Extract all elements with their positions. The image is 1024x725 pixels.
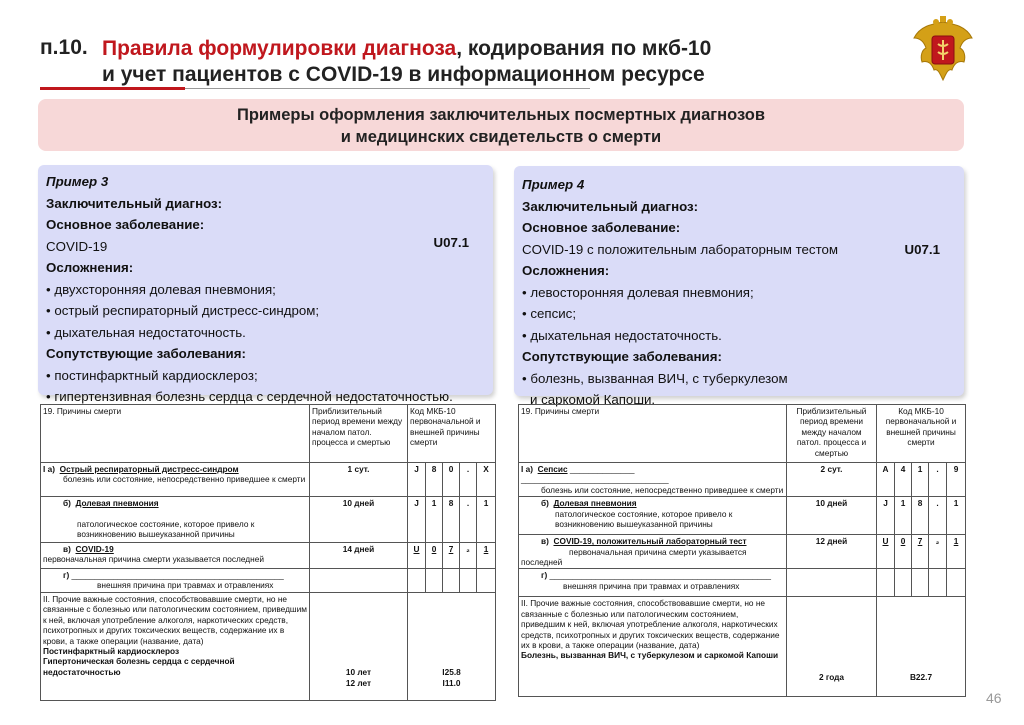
cert-b-code-cell: 1 bbox=[426, 497, 443, 543]
section-banner bbox=[38, 99, 964, 151]
example4-comorb-item: • болезнь, вызванная ВИЧ, с туберкулезом bbox=[522, 370, 788, 386]
example4-main-code: U07.1 bbox=[904, 241, 940, 257]
cert-b-code-cell: J bbox=[408, 497, 426, 543]
cert-a-code-cell: 0 bbox=[443, 463, 460, 497]
cert-part2: II. Прочие важные состояния, способствовавшие смерти, но не связанные с болезнью или патологическим состоянием, приведшим к ней, включая употребление алкоголя, наркотических средств, психотропных и других токсических веществ, содержание их в крови, а также операции (название, дата) Болезнь, вызванная ВИЧ, с туберкулезом и саркомой Капоши bbox=[519, 597, 787, 697]
cert-a-text: Сепсис bbox=[537, 464, 568, 474]
cert-a-text: Острый респираторный дистресс-синдром bbox=[59, 464, 239, 474]
example4-compl-item: • сепсис; bbox=[522, 306, 577, 321]
cert-row-b: б) Долевая пневмония патологическое состояние, которое привело к возникновению вышеуказанной причины bbox=[519, 497, 787, 535]
cert-col-causes: 19. Причины смерти bbox=[41, 405, 310, 463]
cert-v-text: COVID-19 bbox=[75, 544, 114, 554]
title-highlight: Правила формулировки диагноза bbox=[102, 37, 457, 60]
example3-comorb-item: • постинфарктный кардиосклероз; bbox=[46, 367, 258, 383]
cert-a-code-cell: 8 bbox=[426, 463, 443, 497]
example3-comorb-label: Сопутствующие заболевания: bbox=[46, 346, 246, 361]
cert-b-code-cell: 1 bbox=[895, 497, 912, 535]
cert-b-code-cell: 1 bbox=[947, 497, 966, 535]
cert-a-time: 1 сут. bbox=[310, 463, 408, 497]
cert-b-code-cell: 8 bbox=[443, 497, 460, 543]
cert-v-text: COVID-19, положительный лабораторный тест bbox=[553, 536, 747, 547]
cert-b-code-cell: . bbox=[929, 497, 947, 535]
cert-row-g: г) ________________________________________________ внешняя причина при травмах и отравлениях bbox=[519, 569, 787, 597]
cert-a-code-cell: 4 bbox=[895, 463, 912, 497]
cert-v-code-cell: 7 bbox=[443, 543, 460, 569]
example3-compl-label: Осложнения: bbox=[46, 260, 134, 275]
cert-col-period: Приблизительный период времени между началом патол. процесса и смертью bbox=[310, 405, 408, 463]
cert-v-code-cell: 1 bbox=[477, 543, 496, 569]
example3-final-dx: Заключительный диагноз: bbox=[46, 195, 223, 211]
title-underline-gray bbox=[185, 88, 590, 89]
cert-a-code-cell: J bbox=[408, 463, 426, 497]
section-number: п.10. bbox=[40, 36, 88, 59]
cert-row-g: г) ______________________________________________ внешняя причина при травмах и отравлениях bbox=[41, 569, 310, 593]
cert-b-code-cell: 8 bbox=[912, 497, 929, 535]
cert-col-code: Код МКБ-10 первоначальной и внешней причины смерти bbox=[877, 405, 966, 463]
cert-a-code-cell: X bbox=[477, 463, 496, 497]
cert-b-code-cell: 1 bbox=[477, 497, 496, 543]
cert-b-text: Долевая пневмония bbox=[75, 498, 159, 508]
cert-b-code-cell: . bbox=[460, 497, 477, 543]
title-rest: , кодирования по мкб-10 bbox=[456, 37, 712, 60]
cert-p2-codes: I25.8 I11.0 bbox=[408, 593, 496, 701]
example4-title: Пример 4 bbox=[522, 177, 585, 192]
cert-a-code-cell: 9 bbox=[947, 463, 966, 497]
cert-row-b: б) Долевая пневмония патологическое состояние, которое привело к возникновению вышеуказанной причины bbox=[41, 497, 310, 543]
example3-compl-item: • двухсторонняя долевая пневмония; bbox=[46, 281, 276, 297]
title-underline-red bbox=[40, 87, 185, 90]
example3-main-code: U07.1 bbox=[433, 234, 469, 250]
cert-v-code-cell: 1 bbox=[947, 535, 966, 569]
example3-main-text: COVID-19 bbox=[46, 238, 108, 254]
cert-v-code-cell: ₂ bbox=[460, 543, 477, 569]
cert-v-code-cell: ₂ bbox=[929, 535, 947, 569]
example4-compl-item: • левосторонняя долевая пневмония; bbox=[522, 284, 754, 300]
slide-title bbox=[102, 36, 711, 88]
example3-compl-item: • дыхательная недостаточность. bbox=[46, 324, 246, 340]
example4-comorb-label: Сопутствующие заболевания: bbox=[522, 349, 722, 364]
cert-p2-time: 2 года bbox=[787, 597, 877, 697]
cert-v-code-cell: 0 bbox=[895, 535, 912, 569]
cert-row-v: в) COVID-19 первоначальная причина смерти указывается последней bbox=[41, 543, 310, 569]
cert-row-a: I а) Острый респираторный дистресс-синдром болезнь или состояние, непосредственно приведшее к смерти bbox=[41, 463, 310, 497]
cert-p2-codes: B22.7 bbox=[877, 597, 966, 697]
example3-card bbox=[38, 165, 493, 404]
ministry-emblem-icon bbox=[912, 16, 974, 84]
cert-p2-line1: Болезнь, вызванная ВИЧ, с туберкулезом и саркомой Капоши bbox=[521, 650, 779, 661]
page-number: 46 bbox=[986, 690, 1002, 706]
example4-final-dx: Заключительный диагноз: bbox=[522, 198, 699, 214]
cert-part2: II. Прочие важные состояния, способствовавшие смерти, но не связанные с болезнью или патологическим состоянием, приведшим к ней, включая употребление алкоголя, наркотических средств, психотропных и других токсических веществ, содержание их в крови, а также операции (название, дата) Постинфарктный кардиосклероз Гипертоническая болезнь сердца с сердечной недостаточностью bbox=[41, 593, 310, 701]
cert-v-time: 14 дней bbox=[310, 543, 408, 569]
cert-v-code-cell: 7 bbox=[912, 535, 929, 569]
cert-b-text: Долевая пневмония bbox=[553, 498, 637, 509]
cert-v-time: 12 дней bbox=[787, 535, 877, 569]
cert-a-code-cell: A bbox=[877, 463, 895, 497]
example3-compl-item: • острый респираторный дистресс-синдром; bbox=[46, 303, 320, 318]
cert-p2-line1: Постинфарктный кардиосклероз bbox=[43, 646, 180, 657]
cert-v-code-cell: U bbox=[877, 535, 895, 569]
example3-title: Пример 3 bbox=[46, 174, 109, 189]
cert-row-a: I а) Сепсис ______________ ________________________________ болезнь или состояние, непосредственно приведшее к смерти bbox=[519, 463, 787, 497]
cert-col-code: Код МКБ-10 первоначальной и внешней причины смерти bbox=[408, 405, 496, 463]
death-certificate-example3 bbox=[40, 404, 496, 701]
banner-line1: Примеры оформления заключительных посмертных диагнозов bbox=[236, 106, 766, 124]
cert-a-code-cell: 1 bbox=[912, 463, 929, 497]
death-certificate-example4 bbox=[518, 404, 966, 697]
cert-a-code-cell: . bbox=[460, 463, 477, 497]
cert-a-code-cell: . bbox=[929, 463, 947, 497]
example4-main-row bbox=[522, 239, 956, 261]
example4-card bbox=[514, 166, 964, 407]
example4-comorb-item-cont: и саркомой Капоши. bbox=[530, 392, 656, 407]
title-line2: и учет пациентов с COVID-19 в информационном ресурсе bbox=[102, 63, 705, 86]
cert-p2-line2: Гипертоническая болезнь сердца с сердечной недостаточностью bbox=[43, 656, 235, 677]
cert-row-v: в) COVID-19, положительный лабораторный тест первоначальная причина смерти указывается последней bbox=[519, 535, 787, 569]
banner-line2: и медицинских свидетельств о смерти bbox=[340, 128, 662, 146]
example3-comorb-item: • гипертензивная болезнь сердца с сердечной недостаточностью. bbox=[46, 389, 453, 404]
cert-p2-time: 10 лет 12 лет bbox=[310, 593, 408, 701]
cert-b-code-cell: J bbox=[877, 497, 895, 535]
cert-v-code-cell: U bbox=[408, 543, 426, 569]
example4-main-label: Основное заболевание: bbox=[522, 220, 681, 235]
cert-b-time: 10 дней bbox=[310, 497, 408, 543]
example4-main-text: COVID-19 с положительным лабораторным тестом bbox=[522, 241, 839, 257]
example4-compl-label: Осложнения: bbox=[522, 263, 610, 278]
cert-col-period: Приблизительный период времени между началом патол. процесса и смертью bbox=[787, 405, 877, 463]
example4-compl-item: • дыхательная недостаточность. bbox=[522, 327, 722, 343]
cert-b-time: 10 дней bbox=[787, 497, 877, 535]
cert-a-time: 2 сут. bbox=[787, 463, 877, 497]
example3-main-label: Основное заболевание: bbox=[46, 217, 205, 232]
cert-col-causes: 19. Причины смерти bbox=[519, 405, 787, 463]
example3-main-row bbox=[46, 236, 485, 258]
cert-v-code-cell: 0 bbox=[426, 543, 443, 569]
